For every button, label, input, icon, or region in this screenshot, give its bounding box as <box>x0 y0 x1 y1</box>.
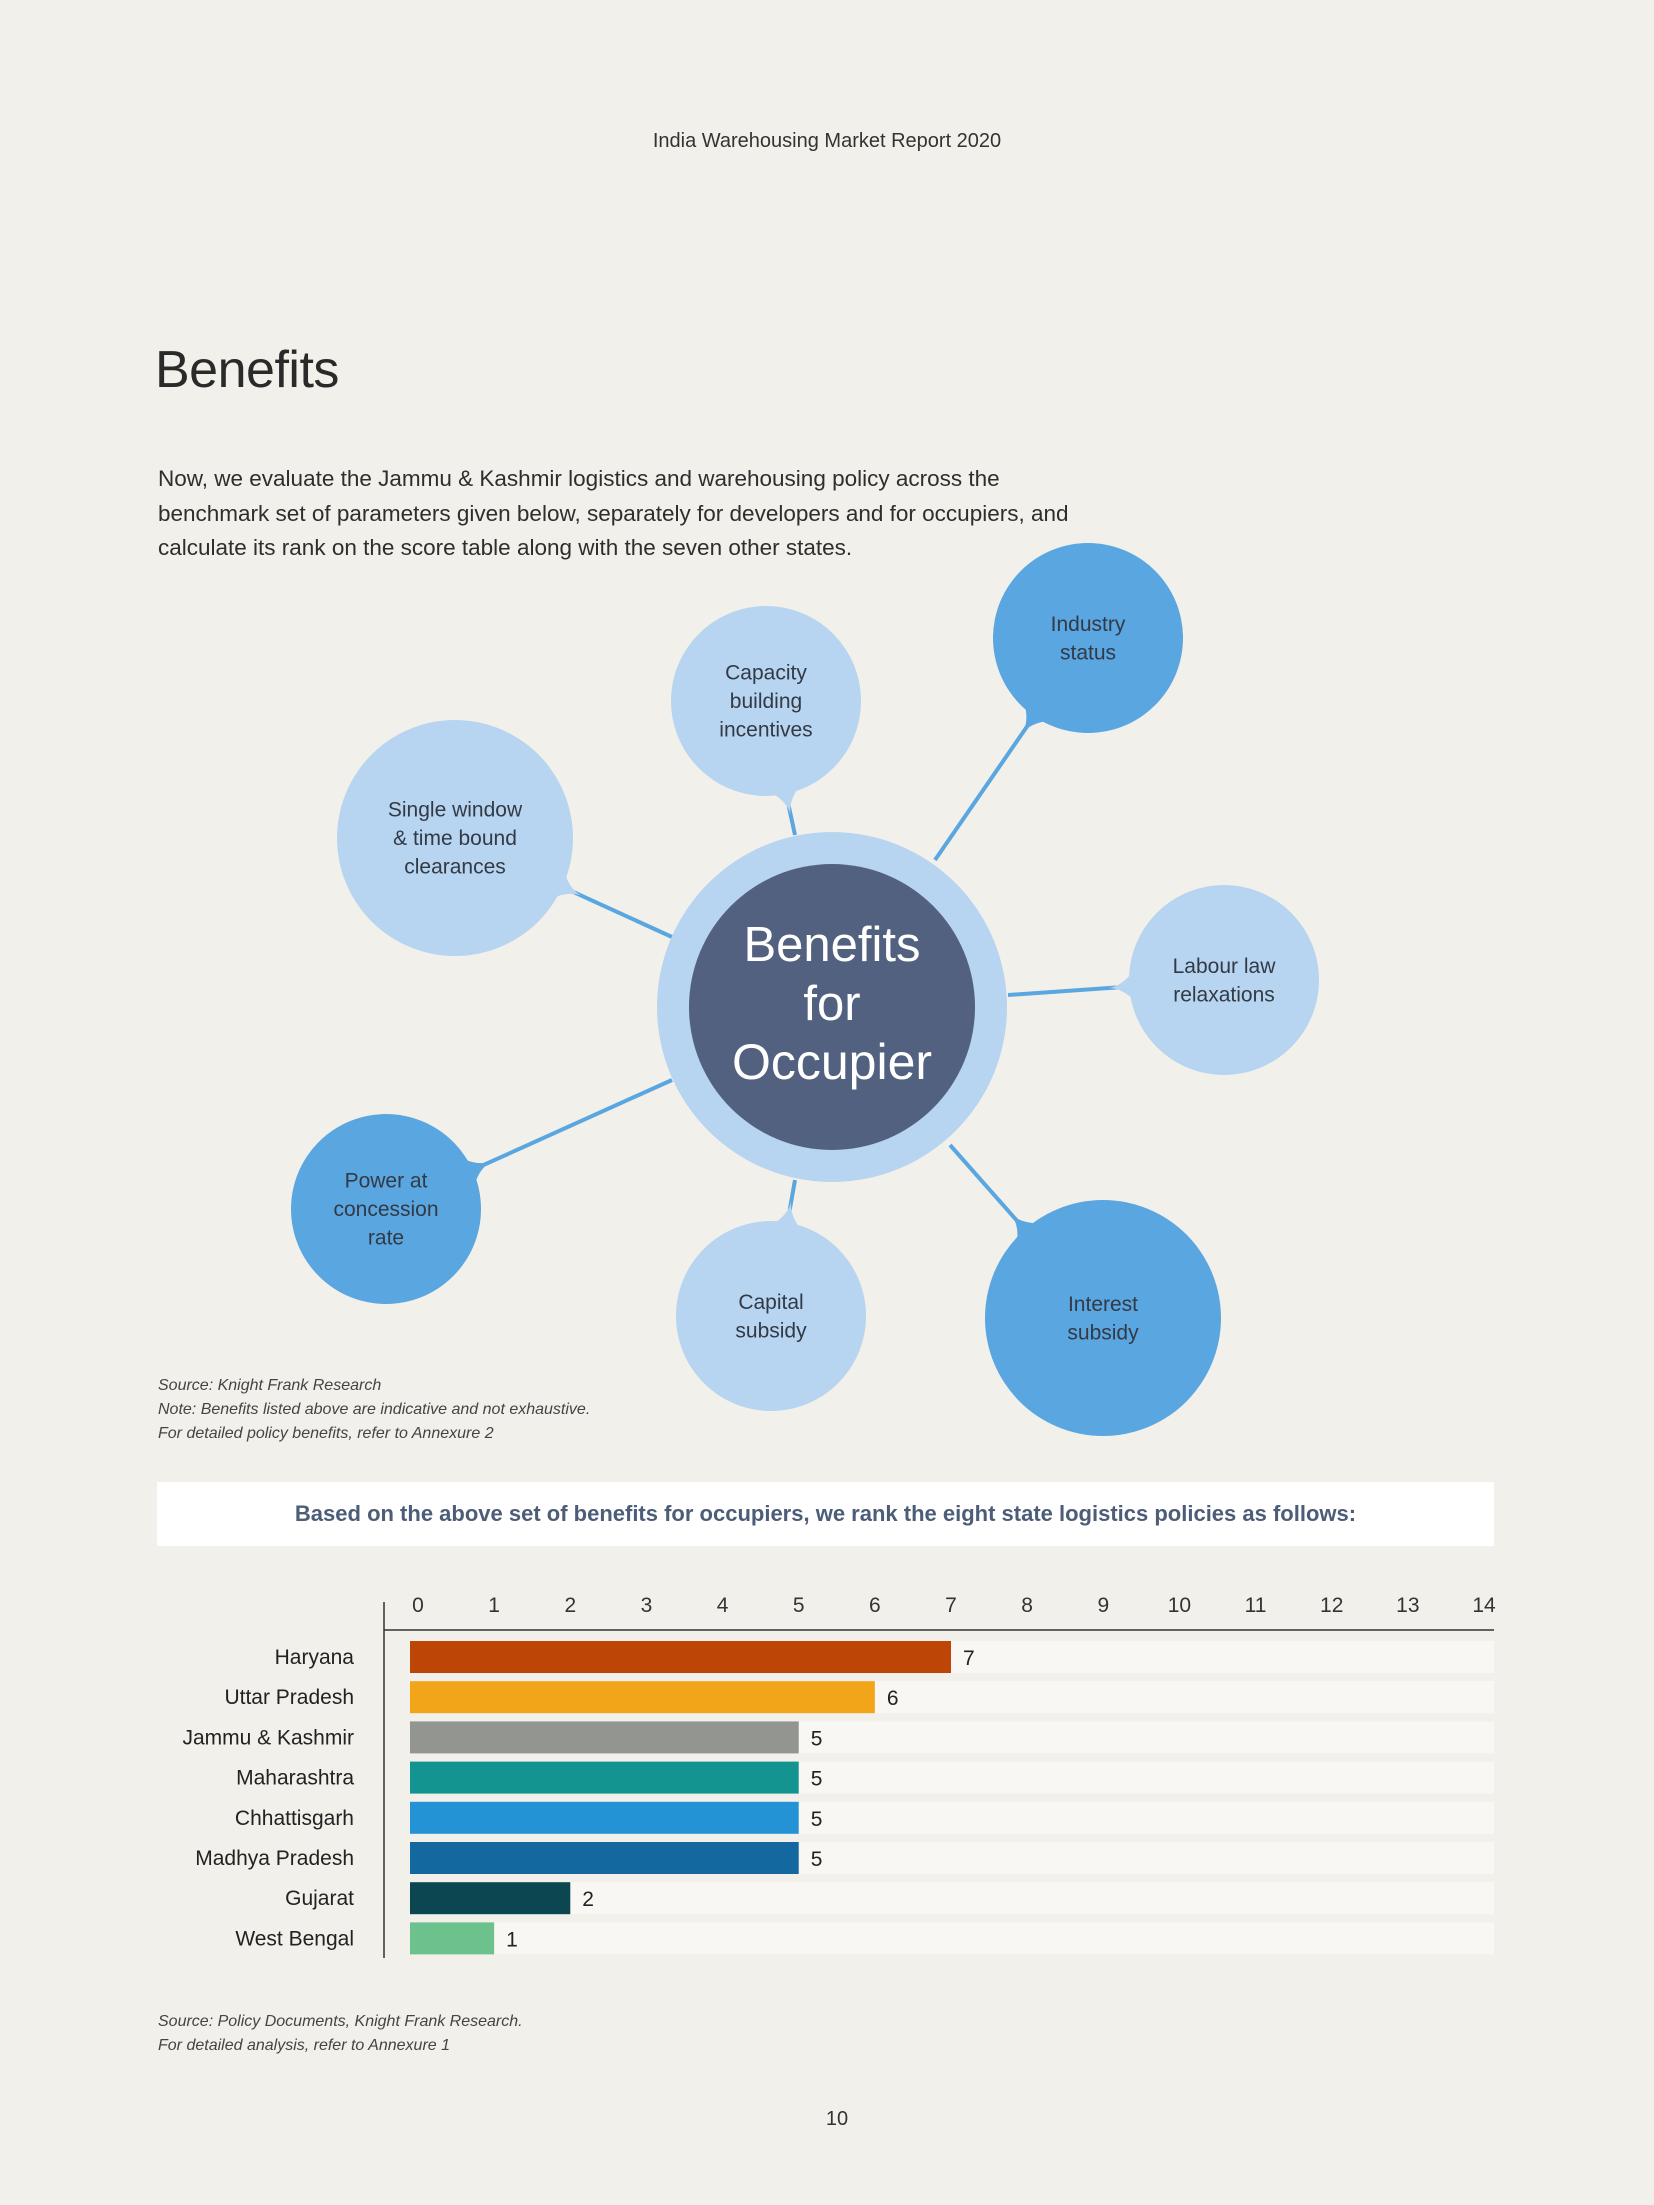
bubble-capacity-label-1: building <box>729 690 803 713</box>
bubble-interest-label-1: subsidy <box>1067 1321 1139 1345</box>
chart-notes <box>158 2010 523 2058</box>
x-tick-label: 8 <box>1021 1594 1033 1617</box>
intro-paragraph: Now, we evaluate the Jammu & Kashmir logistics and warehousing policy across the benchmark set of parameters given below, separately for developers and for occupiers, and calculate its rank on the score table along with the seven other states. <box>158 466 1069 560</box>
bubble-single-window-label-1: & time bound <box>393 827 517 850</box>
x-tick-label: 14 <box>1472 1594 1496 1617</box>
bar <box>410 1842 799 1874</box>
x-tick-label: 0 <box>412 1594 424 1617</box>
bubble-industry-label-1: status <box>1059 641 1117 665</box>
x-tick-label: 2 <box>564 1594 577 1617</box>
diagram-source-note: Source: Knight Frank Research <box>158 1377 382 1394</box>
x-tick-label: 6 <box>869 1594 881 1617</box>
x-tick-label: 10 <box>1167 1594 1192 1617</box>
category-label: Chhattisgarh <box>234 1806 354 1830</box>
category-label: Maharashtra <box>236 1766 354 1790</box>
bar <box>410 1882 570 1914</box>
page-number: 10 <box>825 2108 849 2130</box>
bubble-power-label-1: concession <box>333 1198 439 1221</box>
data-label: 5 <box>810 1807 823 1831</box>
category-label: Haryana <box>274 1646 354 1669</box>
data-label: 5 <box>810 1767 823 1791</box>
bubble-single-window-label-0: Single window <box>387 798 523 822</box>
bubble-capacity-label-2: incentives <box>719 718 813 742</box>
data-label: 2 <box>582 1888 594 1912</box>
section-title: Benefits <box>155 341 339 399</box>
x-tick-label: 1 <box>488 1594 500 1617</box>
x-tick-label: 13 <box>1396 1594 1420 1617</box>
center-label-0: Benefits <box>743 918 921 972</box>
category-label: West Bengal <box>235 1927 354 1951</box>
x-tick-label: 5 <box>792 1594 805 1617</box>
x-tick-label: 3 <box>640 1594 653 1617</box>
bar <box>410 1762 799 1794</box>
bar <box>410 1721 799 1753</box>
bubble-power-label-2: rate <box>367 1226 405 1250</box>
bubble-labour-label-1: relaxations <box>1173 983 1275 1007</box>
report-title: India Warehousing Market Report 2020 <box>652 130 1002 152</box>
data-label: 5 <box>810 1727 823 1751</box>
x-tick-label: 4 <box>716 1594 729 1617</box>
bubble-capacity-label-0: Capacity <box>725 661 807 685</box>
category-label: Uttar Pradesh <box>224 1686 354 1710</box>
bubble-capital-label-1: subsidy <box>735 1319 807 1343</box>
bar <box>410 1802 799 1834</box>
bubble-interest-label-0: Interest <box>1067 1292 1139 1316</box>
data-label: 5 <box>810 1848 823 1871</box>
center-label-2: Occupier <box>731 1034 933 1090</box>
bubble-capital-label-0: Capital <box>738 1290 804 1314</box>
center-label-1: for <box>803 977 861 1031</box>
row-background <box>418 1922 1494 1954</box>
diagram-annexure-note: For detailed policy benefits, refer to Annexure 2 <box>158 1425 494 1442</box>
bubble-single-window-label-2: clearances <box>404 855 506 879</box>
chart-annexure-note: For detailed analysis, refer to Annexure 1 <box>158 2037 451 2054</box>
category-label: Gujarat <box>285 1887 354 1911</box>
x-tick-label: 11 <box>1244 1594 1267 1617</box>
data-label: 1 <box>506 1928 518 1952</box>
category-label: Jammu & Kashmir <box>182 1726 354 1750</box>
bubble-industry-label-0: Industry <box>1050 612 1126 636</box>
bubble-labour-label-0: Labour law <box>1172 954 1276 978</box>
bar <box>410 1641 951 1673</box>
row-background <box>418 1882 1494 1914</box>
bubble-power-label-0: Power at <box>344 1169 428 1193</box>
x-tick-label: 9 <box>1097 1594 1110 1617</box>
bar <box>410 1681 875 1713</box>
data-label: 7 <box>963 1647 975 1670</box>
chart-source-note: Source: Policy Documents, Knight Frank Research. <box>158 2013 523 2030</box>
x-tick-label: 12 <box>1320 1594 1344 1617</box>
x-tick-label: 7 <box>945 1594 957 1617</box>
diagram-indicative-note: Note: Benefits listed above are indicative and not exhaustive. <box>158 1401 591 1418</box>
data-label: 6 <box>886 1687 899 1711</box>
ranking-banner-text: Based on the above set of benefits for occupiers, we rank the eight state logistics policies as follows: <box>294 1501 1357 1526</box>
bar <box>410 1922 494 1954</box>
category-label: Madhya Pradesh <box>195 1847 354 1870</box>
